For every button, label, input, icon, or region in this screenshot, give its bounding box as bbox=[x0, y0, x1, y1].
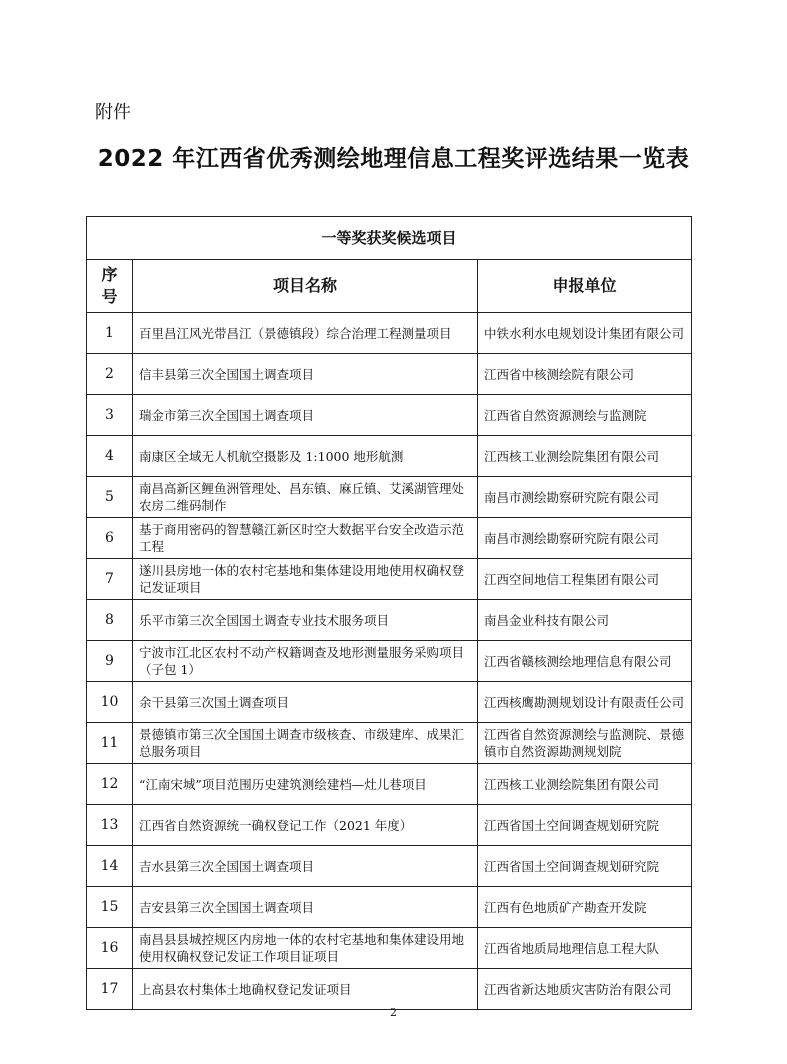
project-name-cell: 江西省自然资源统一确权登记工作（2021 年度） bbox=[133, 805, 478, 846]
table-row bbox=[87, 887, 692, 928]
attachment-label: 附件 bbox=[95, 102, 131, 123]
row-number: 4 bbox=[87, 436, 133, 477]
table-row bbox=[87, 969, 692, 1010]
row-number: 5 bbox=[87, 477, 133, 518]
table-row bbox=[87, 846, 692, 887]
project-name-cell: 基于商用密码的智慧赣江新区时空大数据平台安全改造示范工程 bbox=[133, 518, 478, 559]
project-name-cell: 余干县第三次国土调查项目 bbox=[133, 682, 478, 723]
table-row bbox=[87, 436, 692, 477]
header-no-line1: 序 bbox=[101, 265, 118, 284]
project-name-cell: 瑞金市第三次全国国土调查项目 bbox=[133, 395, 478, 436]
unit-cell: 江西省国土空间调查规划研究院 bbox=[478, 805, 692, 846]
project-name-cell: 百里昌江风光带昌江（景德镇段）综合治理工程测量项目 bbox=[133, 313, 478, 354]
row-number: 9 bbox=[87, 641, 133, 682]
header-project-name: 项目名称 bbox=[133, 260, 478, 313]
unit-cell: 南昌市测绘勘察研究院有限公司 bbox=[478, 518, 692, 559]
unit-cell: 中铁水利水电规划设计集团有限公司 bbox=[478, 313, 692, 354]
project-name-cell: 宁波市江北区农村不动产权籍调查及地形测量服务采购项目（子包 1） bbox=[133, 641, 478, 682]
row-number: 17 bbox=[87, 969, 133, 1010]
row-number: 8 bbox=[87, 600, 133, 641]
unit-cell: 江西省自然资源测绘与监测院 bbox=[478, 395, 692, 436]
row-number: 13 bbox=[87, 805, 133, 846]
unit-cell: 江西有色地质矿产勘查开发院 bbox=[478, 887, 692, 928]
table-row bbox=[87, 354, 692, 395]
row-number: 14 bbox=[87, 846, 133, 887]
table-row bbox=[87, 682, 692, 723]
unit-cell: 江西省赣核测绘地理信息有限公司 bbox=[478, 641, 692, 682]
row-number: 2 bbox=[87, 354, 133, 395]
table-row bbox=[87, 805, 692, 846]
unit-cell: 江西空间地信工程集团有限公司 bbox=[478, 559, 692, 600]
table-row bbox=[87, 641, 692, 682]
project-name-cell: 吉安县第三次全国国土调查项目 bbox=[133, 887, 478, 928]
table-body bbox=[87, 313, 692, 1010]
project-name-cell: “江南宋城”项目范围历史建筑测绘建档—灶儿巷项目 bbox=[133, 764, 478, 805]
header-no bbox=[87, 260, 133, 313]
row-number: 15 bbox=[87, 887, 133, 928]
unit-cell: 南昌市测绘勘察研究院有限公司 bbox=[478, 477, 692, 518]
row-number: 3 bbox=[87, 395, 133, 436]
unit-cell: 江西省国土空间调查规划研究院 bbox=[478, 846, 692, 887]
project-name-cell: 景德镇市第三次全国国土调查市级核查、市级建库、成果汇总服务项目 bbox=[133, 723, 478, 764]
project-name-cell: 遂川县房地一体的农村宅基地和集体建设用地使用权确权登记发证项目 bbox=[133, 559, 478, 600]
table-row bbox=[87, 600, 692, 641]
project-name-cell: 南昌县县城控规区内房地一体的农村宅基地和集体建设用地使用权确权登记发证工作项目证项目 bbox=[133, 928, 478, 969]
row-number: 7 bbox=[87, 559, 133, 600]
unit-cell: 江西省中核测绘院有限公司 bbox=[478, 354, 692, 395]
table-row bbox=[87, 395, 692, 436]
row-number: 12 bbox=[87, 764, 133, 805]
document-title: 2022 年江西省优秀测绘地理信息工程奖评选结果一览表 bbox=[97, 146, 690, 172]
project-name-cell: 吉水县第三次全国国土调查项目 bbox=[133, 846, 478, 887]
header-no-line2: 号 bbox=[101, 287, 118, 306]
unit-cell: 南昌金业科技有限公司 bbox=[478, 600, 692, 641]
table-row bbox=[87, 764, 692, 805]
unit-cell: 江西核鹰勘测规划设计有限责任公司 bbox=[478, 682, 692, 723]
table-row bbox=[87, 518, 692, 559]
section-title: 一等奖获奖候选项目 bbox=[87, 217, 692, 260]
header-unit: 申报单位 bbox=[478, 260, 692, 313]
unit-cell: 江西省地质局地理信息工程大队 bbox=[478, 928, 692, 969]
row-number: 10 bbox=[87, 682, 133, 723]
results-table bbox=[86, 216, 692, 1010]
project-name-cell: 信丰县第三次全国国土调查项目 bbox=[133, 354, 478, 395]
unit-cell: 江西核工业测绘院集团有限公司 bbox=[478, 764, 692, 805]
unit-cell: 江西省新达地质灾害防治有限公司 bbox=[478, 969, 692, 1010]
page-number: 2 bbox=[390, 1006, 397, 1019]
row-number: 1 bbox=[87, 313, 133, 354]
table-row bbox=[87, 477, 692, 518]
project-name-cell: 南昌高新区鲤鱼洲管理处、昌东镇、麻丘镇、艾溪湖管理处农房二维码制作 bbox=[133, 477, 478, 518]
project-name-cell: 上高县农村集体土地确权登记发证项目 bbox=[133, 969, 478, 1010]
unit-cell: 江西省自然资源测绘与监测院、景德镇市自然资源勘测规划院 bbox=[478, 723, 692, 764]
row-number: 16 bbox=[87, 928, 133, 969]
project-name-cell: 南康区全域无人机航空摄影及 1:1000 地形航测 bbox=[133, 436, 478, 477]
row-number: 11 bbox=[87, 723, 133, 764]
table-row bbox=[87, 723, 692, 764]
table-row bbox=[87, 559, 692, 600]
table-row bbox=[87, 928, 692, 969]
row-number: 6 bbox=[87, 518, 133, 559]
table-row bbox=[87, 313, 692, 354]
unit-cell: 江西核工业测绘院集团有限公司 bbox=[478, 436, 692, 477]
project-name-cell: 乐平市第三次全国国土调查专业技术服务项目 bbox=[133, 600, 478, 641]
